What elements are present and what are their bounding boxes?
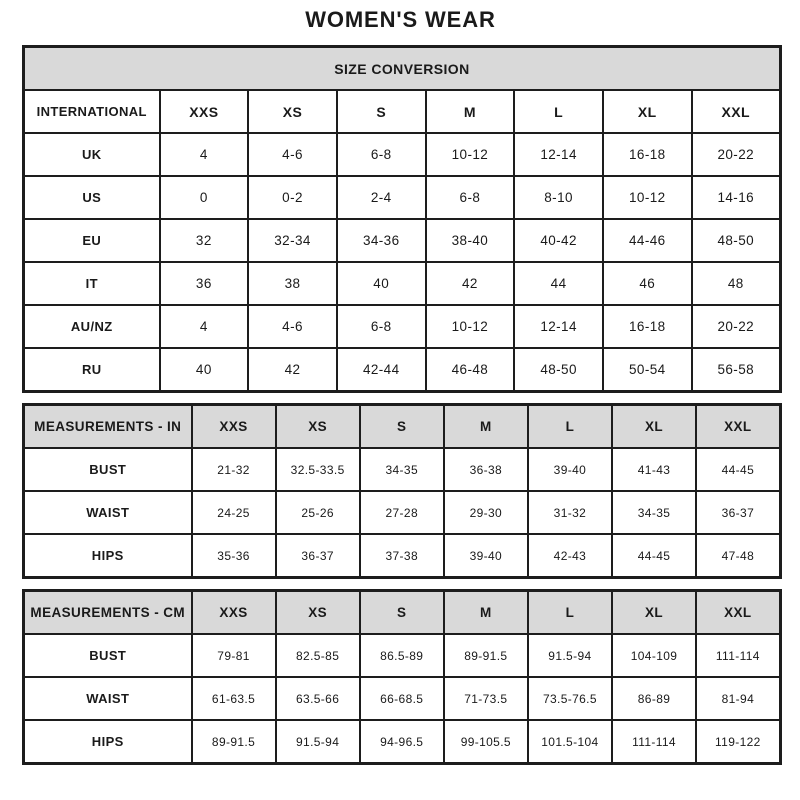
table-row <box>24 448 781 491</box>
column-header-size: M <box>444 405 528 449</box>
row-label: HIPS <box>24 720 192 764</box>
column-header-size: S <box>360 405 444 449</box>
table-row <box>24 133 781 176</box>
row-label: BUST <box>24 448 192 491</box>
column-header-size: XL <box>612 405 696 449</box>
table-row <box>24 305 781 348</box>
table-cell: 40-42 <box>514 219 603 262</box>
column-header-size: L <box>514 90 603 133</box>
table-cell: 4 <box>160 133 249 176</box>
table-cell: 104-109 <box>612 634 696 677</box>
table-cell: 44 <box>514 262 603 305</box>
table-cell: 82.5-85 <box>276 634 360 677</box>
column-header-size: L <box>528 405 612 449</box>
table-row <box>24 491 781 534</box>
table-cell: 35-36 <box>192 534 276 578</box>
row-label: AU/NZ <box>24 305 160 348</box>
row-label: RU <box>24 348 160 392</box>
table-cell: 36-37 <box>696 491 780 534</box>
table-cell: 63.5-66 <box>276 677 360 720</box>
table-cell: 48-50 <box>692 219 781 262</box>
table-row <box>24 720 781 764</box>
table-cell: 71-73.5 <box>444 677 528 720</box>
table-cell: 41-43 <box>612 448 696 491</box>
measurements-in-table <box>22 403 782 579</box>
table-cell: 20-22 <box>692 133 781 176</box>
column-header-size: XS <box>276 405 360 449</box>
table-cell: 21-32 <box>192 448 276 491</box>
table-cell: 32.5-33.5 <box>276 448 360 491</box>
table-cell: 44-45 <box>696 448 780 491</box>
table-cell: 16-18 <box>603 305 692 348</box>
table-cell: 38-40 <box>426 219 515 262</box>
table-cell: 111-114 <box>612 720 696 764</box>
table-cell: 2-4 <box>337 176 426 219</box>
table-cell: 25-26 <box>276 491 360 534</box>
table-cell: 91.5-94 <box>276 720 360 764</box>
table-cell: 42-44 <box>337 348 426 392</box>
table-cell: 32 <box>160 219 249 262</box>
column-header-row <box>24 591 781 635</box>
table-cell: 10-12 <box>426 133 515 176</box>
table-cell: 24-25 <box>192 491 276 534</box>
table-row <box>24 634 781 677</box>
row-label: HIPS <box>24 534 192 578</box>
column-header-size: S <box>360 591 444 635</box>
row-label: EU <box>24 219 160 262</box>
table-cell: 38 <box>248 262 337 305</box>
table-cell: 111-114 <box>696 634 780 677</box>
table-row <box>24 348 781 392</box>
table-cell: 48 <box>692 262 781 305</box>
table-cell: 36-37 <box>276 534 360 578</box>
table-cell: 42 <box>426 262 515 305</box>
column-header-size: XXL <box>696 405 780 449</box>
table-cell: 34-36 <box>337 219 426 262</box>
table-cell: 36 <box>160 262 249 305</box>
table-cell: 6-8 <box>426 176 515 219</box>
table-banner: SIZE CONVERSION <box>24 47 781 91</box>
table-cell: 89-91.5 <box>444 634 528 677</box>
table-cell: 4 <box>160 305 249 348</box>
row-label: UK <box>24 133 160 176</box>
page-title: WOMEN'S WEAR <box>305 7 496 32</box>
column-header-size: XXS <box>160 90 249 133</box>
row-label: IT <box>24 262 160 305</box>
table-cell: 99-105.5 <box>444 720 528 764</box>
table-cell: 4-6 <box>248 133 337 176</box>
table-cell: 86-89 <box>612 677 696 720</box>
table-cell: 91.5-94 <box>528 634 612 677</box>
table-cell: 73.5-76.5 <box>528 677 612 720</box>
table-cell: 8-10 <box>514 176 603 219</box>
table-cell: 20-22 <box>692 305 781 348</box>
table-cell: 47-48 <box>696 534 780 578</box>
table-cell: 0 <box>160 176 249 219</box>
table-cell: 29-30 <box>444 491 528 534</box>
table-cell: 94-96.5 <box>360 720 444 764</box>
table-row <box>24 677 781 720</box>
column-header-size: XXL <box>696 591 780 635</box>
column-header-label: INTERNATIONAL <box>24 90 160 133</box>
table-cell: 4-6 <box>248 305 337 348</box>
column-header-size: M <box>426 90 515 133</box>
table-cell: 61-63.5 <box>192 677 276 720</box>
table-banner-row <box>24 47 781 91</box>
table-cell: 46-48 <box>426 348 515 392</box>
table-cell: 34-35 <box>612 491 696 534</box>
column-header-size: S <box>337 90 426 133</box>
table-cell: 12-14 <box>514 305 603 348</box>
table-cell: 46 <box>603 262 692 305</box>
column-header-size: XXL <box>692 90 781 133</box>
table-cell: 40 <box>160 348 249 392</box>
table-cell: 40 <box>337 262 426 305</box>
table-cell: 10-12 <box>603 176 692 219</box>
table-cell: 39-40 <box>444 534 528 578</box>
row-label: WAIST <box>24 491 192 534</box>
table-cell: 34-35 <box>360 448 444 491</box>
column-header-label: MEASUREMENTS - CM <box>24 591 192 635</box>
table-cell: 6-8 <box>337 305 426 348</box>
size-conversion-table <box>22 45 782 393</box>
column-header-row <box>24 405 781 449</box>
table-cell: 39-40 <box>528 448 612 491</box>
table-cell: 6-8 <box>337 133 426 176</box>
table-cell: 12-14 <box>514 133 603 176</box>
column-header-size: XXS <box>192 405 276 449</box>
row-label: US <box>24 176 160 219</box>
table-row <box>24 262 781 305</box>
table-cell: 32-34 <box>248 219 337 262</box>
column-header-label: MEASUREMENTS - IN <box>24 405 192 449</box>
table-cell: 101.5-104 <box>528 720 612 764</box>
table-cell: 42-43 <box>528 534 612 578</box>
table-cell: 16-18 <box>603 133 692 176</box>
table-cell: 44-46 <box>603 219 692 262</box>
column-header-size: L <box>528 591 612 635</box>
table-cell: 37-38 <box>360 534 444 578</box>
table-cell: 31-32 <box>528 491 612 534</box>
column-header-size: XS <box>248 90 337 133</box>
table-cell: 42 <box>248 348 337 392</box>
table-row <box>24 219 781 262</box>
column-header-size: XS <box>276 591 360 635</box>
column-header-size: XXS <box>192 591 276 635</box>
column-header-size: XL <box>603 90 692 133</box>
table-cell: 50-54 <box>603 348 692 392</box>
table-cell: 48-50 <box>514 348 603 392</box>
table-cell: 66-68.5 <box>360 677 444 720</box>
table-cell: 86.5-89 <box>360 634 444 677</box>
row-label: WAIST <box>24 677 192 720</box>
table-cell: 36-38 <box>444 448 528 491</box>
table-cell: 27-28 <box>360 491 444 534</box>
table-cell: 79-81 <box>192 634 276 677</box>
table-cell: 14-16 <box>692 176 781 219</box>
table-cell: 0-2 <box>248 176 337 219</box>
column-header-size: XL <box>612 591 696 635</box>
measurements-cm-table <box>22 589 782 765</box>
column-header-row <box>24 90 781 133</box>
table-cell: 44-45 <box>612 534 696 578</box>
table-cell: 81-94 <box>696 677 780 720</box>
table-cell: 89-91.5 <box>192 720 276 764</box>
table-row <box>24 176 781 219</box>
row-label: BUST <box>24 634 192 677</box>
table-cell: 10-12 <box>426 305 515 348</box>
table-cell: 119-122 <box>696 720 780 764</box>
table-row <box>24 534 781 578</box>
table-cell: 56-58 <box>692 348 781 392</box>
column-header-size: M <box>444 591 528 635</box>
